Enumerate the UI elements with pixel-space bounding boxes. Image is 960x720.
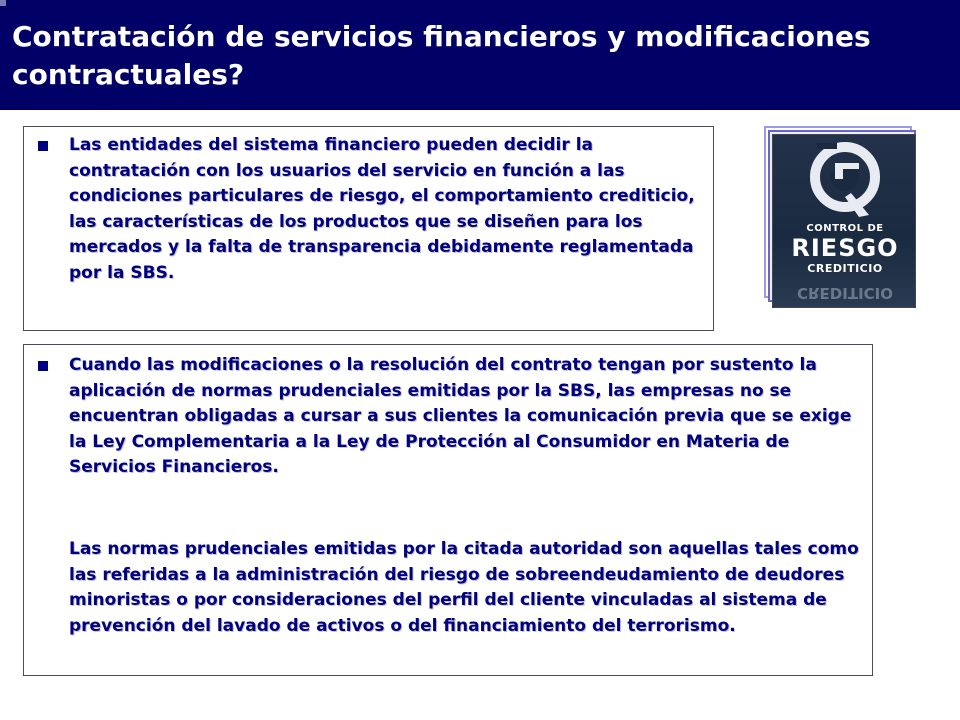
square-bullet-icon (38, 141, 48, 151)
title-corner-mark (0, 0, 6, 6)
control-de-riesgo-logo (772, 134, 916, 308)
square-bullet-icon (38, 361, 48, 371)
q-emblem-icon (773, 135, 916, 225)
logo-line-1: CONTROL DE (806, 223, 884, 234)
title-bar (0, 0, 960, 110)
logo-image (764, 126, 918, 308)
logo-reflection: CREDITICIO (797, 284, 893, 302)
paragraph-2-continuation: Las normas prudenciales emitidas por la citada autoridad son aquellas tales como las referidas a la administración del riesgo de sobreendeudamiento de deudores minoristas o por consideraciones del perfil del cliente vinculadas al sistema de prevención del lavado de activos o del financiamiento del terrorismo. (69, 539, 859, 636)
paragraph-2: Cuando las modificaciones o la resolución del contrato tengan por sustento la aplicación de normas prudenciales emitidas por la SBS, las empresas no se encuentran obligadas a cursar a sus clientes la comunicación previa que se exige la Ley Complementaria a la Ley de Protección al Consumidor en Materia de Servicios Financieros. (69, 355, 852, 477)
logo-line-2: RIESGO (791, 234, 899, 262)
text-box-2 (23, 344, 873, 676)
page-title: Contratación de servicios financieros y modificaciones contractuales? (12, 20, 871, 91)
logo-line-3: CREDITICIO (807, 262, 883, 275)
text-box-1 (23, 126, 714, 331)
paragraph-1: Las entidades del sistema financiero pueden decidir la contratación con los usuarios del servicio en función a las condiciones particulares de riesgo, el comportamiento crediticio, las características de los productos que se diseñen para los mercados y la falta de transparencia debidamente reglamentada por la SBS. (69, 135, 695, 283)
